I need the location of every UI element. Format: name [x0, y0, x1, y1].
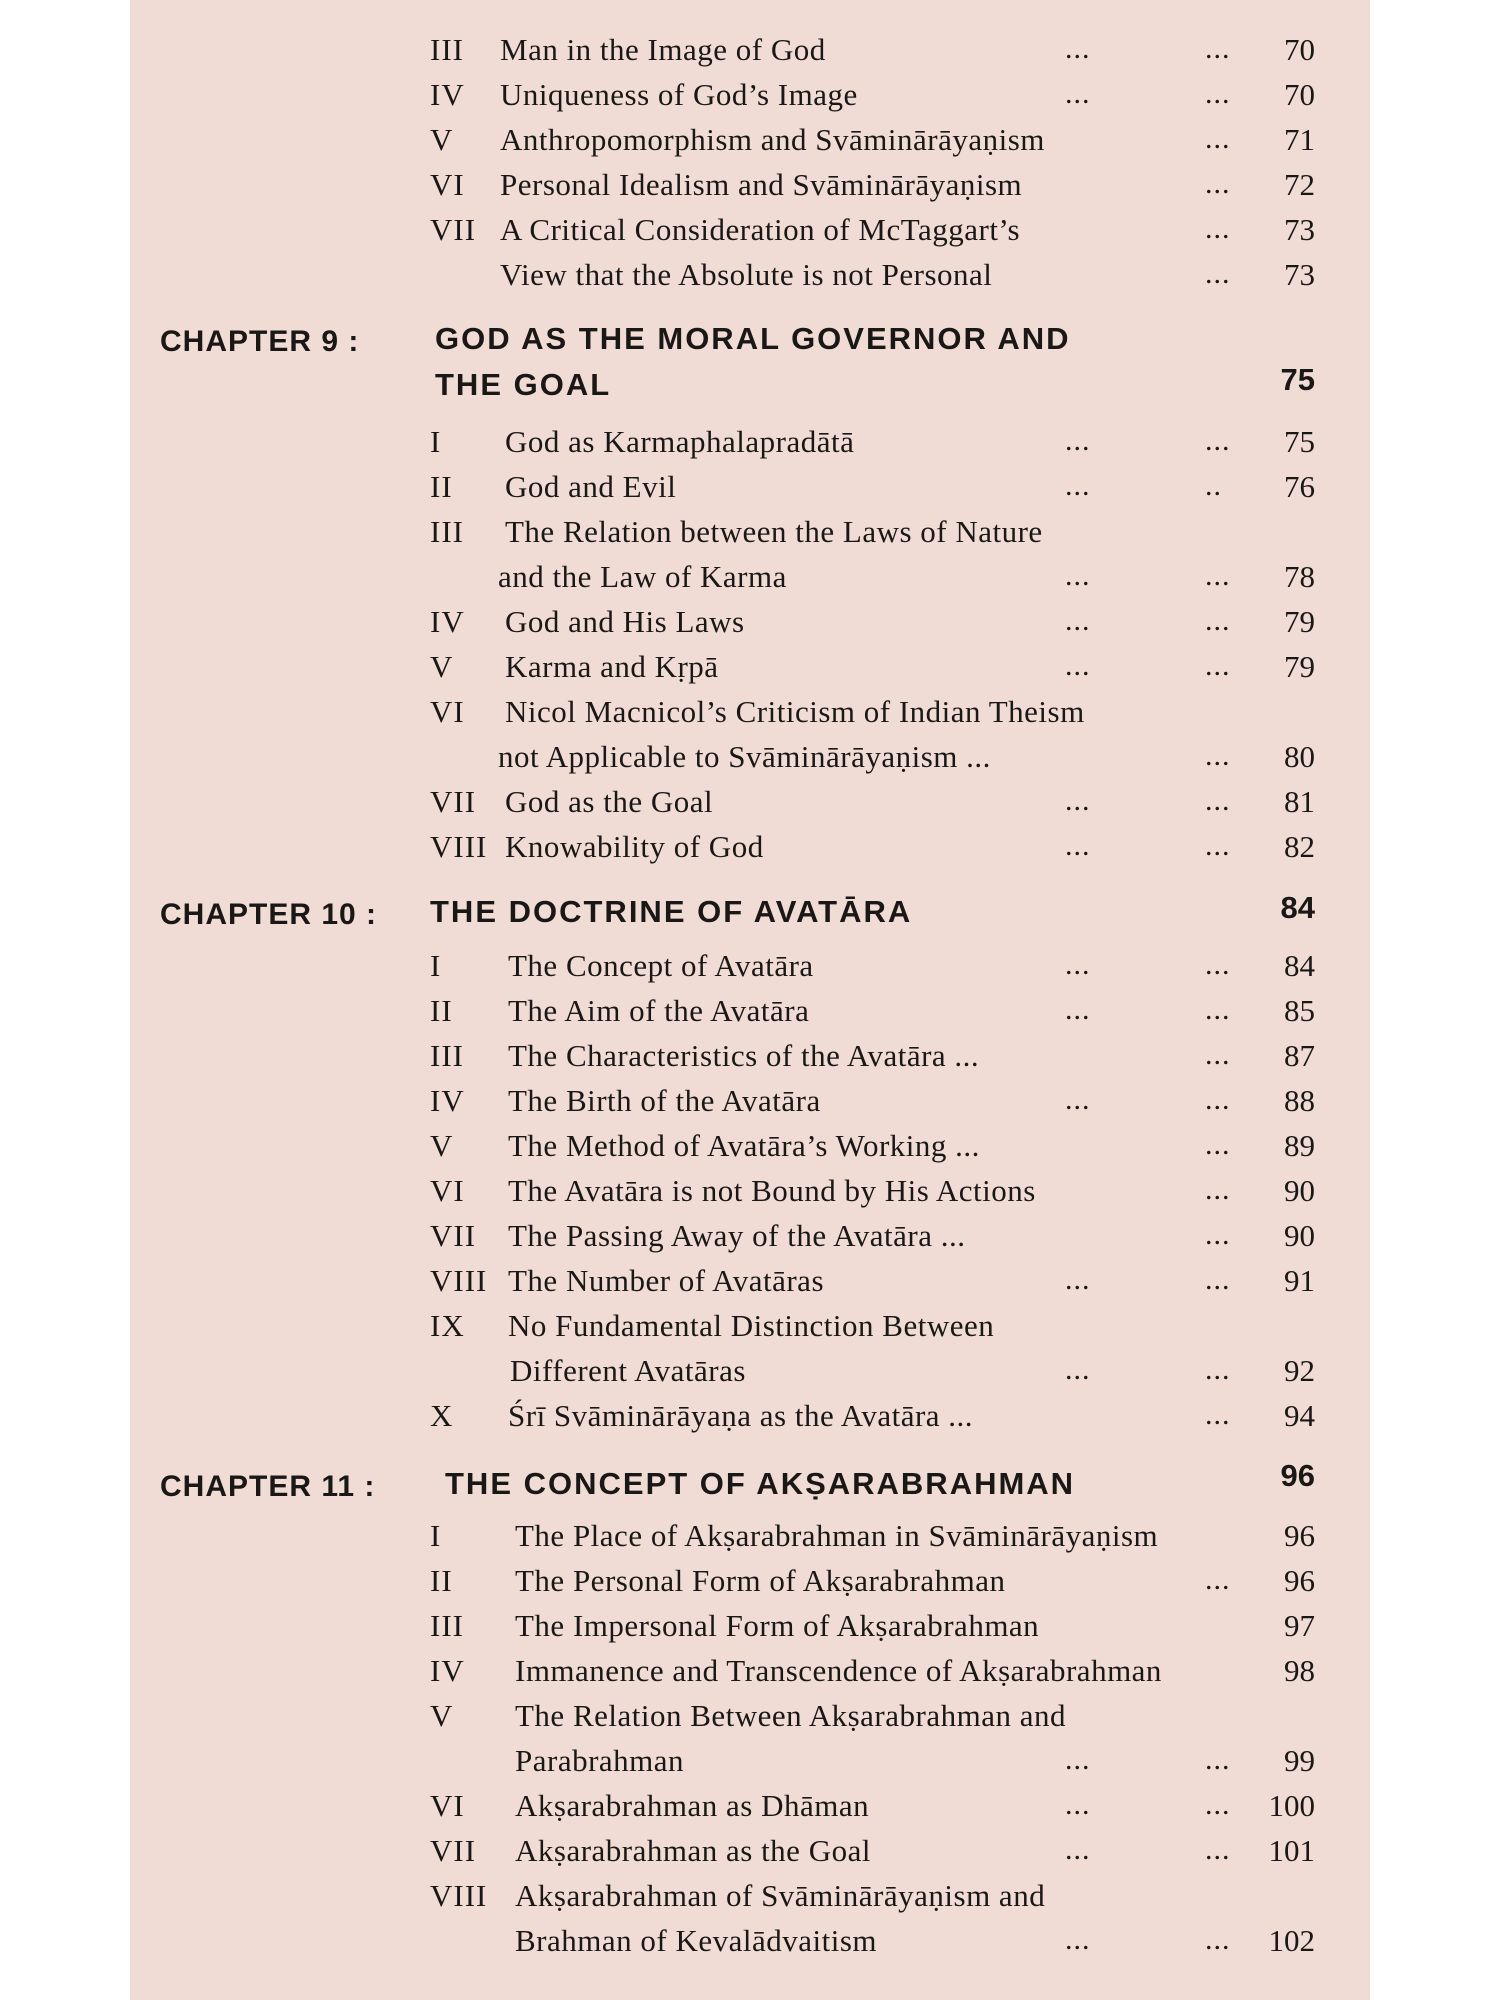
toc-entry: [130, 167, 1370, 211]
section-title: Akṣarabrahman of Svāminārāyaṇism and: [515, 1878, 1046, 1913]
section-number: VI: [430, 694, 465, 729]
toc-entry: [130, 649, 1370, 693]
section-title: Karma and Kṛpā: [505, 649, 719, 684]
page-number: 76: [1284, 469, 1315, 504]
section-title: The Place of Akṣarabrahman in Svāminārāyaṇism: [515, 1518, 1159, 1553]
chapter-title: THE DOCTRINE OF AVATĀRA: [430, 894, 913, 929]
section-number: I: [430, 948, 442, 983]
dot-leader: ...: [1065, 1743, 1091, 1776]
section-number: V: [430, 649, 454, 684]
page-number: 101: [1268, 1833, 1315, 1868]
dot-leader: ...: [1205, 784, 1231, 817]
section-title: God as Karmaphalapradātā: [505, 424, 855, 459]
chapter-title: GOD AS THE MORAL GOVERNOR AND: [435, 321, 1071, 356]
page-number: 99: [1284, 1743, 1315, 1778]
section-number: II: [430, 469, 453, 504]
section-number: II: [430, 993, 453, 1028]
section-number: V: [430, 1698, 454, 1733]
dot-leader: ...: [1065, 784, 1091, 817]
toc-entry: [130, 1833, 1370, 1877]
section-title: Immanence and Transcendence of Akṣarabrahman: [515, 1653, 1162, 1688]
toc-entry: [130, 212, 1370, 256]
dot-leader: ...: [1205, 212, 1231, 245]
chapter-page-number: 75: [1280, 362, 1315, 397]
toc-entry: [130, 514, 1370, 558]
dot-leader: ..: [1205, 469, 1222, 502]
dot-leader: ...: [1205, 1263, 1231, 1296]
page-number: 91: [1284, 1263, 1315, 1298]
toc-entry: [130, 1038, 1370, 1082]
dot-leader: ...: [1205, 1218, 1231, 1251]
dot-leader: ...: [1065, 77, 1091, 110]
chapter-label: CHAPTER 10 :: [160, 898, 378, 931]
section-title: God as the Goal: [505, 784, 714, 819]
page-number: 90: [1284, 1218, 1315, 1253]
dot-leader: ...: [1065, 829, 1091, 862]
toc-entry: [130, 1698, 1370, 1742]
section-title: Knowability of God: [505, 829, 764, 864]
chapter-title-continued: THE GOAL: [435, 367, 612, 402]
toc-entry: [130, 604, 1370, 648]
dot-leader: ...: [1065, 424, 1091, 457]
page-number: 88: [1284, 1083, 1315, 1118]
dot-leader: ...: [1205, 257, 1231, 290]
dot-leader: ...: [1205, 1743, 1231, 1776]
chapter-label: CHAPTER 11 :: [160, 1470, 376, 1503]
section-number: III: [430, 1608, 464, 1643]
section-title: Anthropomorphism and Svāminārāyaṇism: [500, 122, 1045, 157]
toc-entry: [130, 829, 1370, 873]
section-number: III: [430, 514, 464, 549]
section-title: View that the Absolute is not Personal: [500, 257, 993, 292]
dot-leader: ...: [1205, 559, 1231, 592]
section-title: The Impersonal Form of Akṣarabrahman: [515, 1608, 1040, 1643]
dot-leader: ...: [1065, 604, 1091, 637]
section-title: The Personal Form of Akṣarabrahman: [515, 1563, 1006, 1598]
toc-entry: [130, 559, 1370, 603]
section-number: IX: [430, 1308, 465, 1343]
section-number: VIII: [430, 1878, 488, 1913]
chapter-label: CHAPTER 9 :: [160, 325, 360, 358]
page-number: 73: [1284, 212, 1315, 247]
dot-leader: ...: [1205, 1398, 1231, 1431]
toc-entry: [130, 32, 1370, 76]
section-number: I: [430, 424, 442, 459]
section-title: not Applicable to Svāminārāyaṇism ...: [498, 739, 991, 774]
section-title: Nicol Macnicol’s Criticism of Indian Theism: [505, 694, 1085, 729]
toc-entry: [130, 1923, 1370, 1967]
book-page: [130, 0, 1370, 2000]
dot-leader: ...: [1065, 1263, 1091, 1296]
dot-leader: ...: [1065, 1788, 1091, 1821]
section-title: The Characteristics of the Avatāra ...: [508, 1038, 980, 1073]
dot-leader: ...: [1205, 122, 1231, 155]
section-title: The Relation Between Akṣarabrahman and: [515, 1698, 1066, 1733]
section-title: The Birth of the Avatāra: [508, 1083, 821, 1118]
toc-entry: [130, 739, 1370, 783]
page-number: 79: [1284, 604, 1315, 639]
section-title: Akṣarabrahman as Dhāman: [515, 1788, 870, 1823]
section-number: VII: [430, 784, 477, 819]
dot-leader: ...: [1205, 1173, 1231, 1206]
toc-entry: [130, 1353, 1370, 1397]
chapter-page-number: 84: [1280, 890, 1315, 925]
dot-leader: ...: [1205, 1563, 1231, 1596]
dot-leader: ...: [1065, 559, 1091, 592]
toc-entry: [130, 1083, 1370, 1127]
toc-entry: [130, 1218, 1370, 1262]
dot-leader: ...: [1065, 32, 1091, 65]
section-title: Śrī Svāminārāyaṇa as the Avatāra ...: [508, 1398, 974, 1433]
section-number: V: [430, 122, 454, 157]
section-number: V: [430, 1128, 454, 1163]
section-title: Parabrahman: [515, 1743, 685, 1778]
page-number: 75: [1284, 424, 1315, 459]
page-number: 82: [1284, 829, 1315, 864]
dot-leader: ...: [1205, 1833, 1231, 1866]
page-number: 94: [1284, 1398, 1315, 1433]
dot-leader: ...: [1205, 604, 1231, 637]
section-title: God and His Laws: [505, 604, 745, 639]
section-number: X: [430, 1398, 454, 1433]
section-title: The Aim of the Avatāra: [508, 993, 810, 1028]
page-number: 80: [1284, 739, 1315, 774]
section-number: VII: [430, 212, 477, 247]
toc-entry: [130, 1263, 1370, 1307]
section-number: VII: [430, 1833, 477, 1868]
page-number: 79: [1284, 649, 1315, 684]
dot-leader: ...: [1205, 77, 1231, 110]
page-number: 102: [1268, 1923, 1315, 1958]
page-number: 92: [1284, 1353, 1315, 1388]
section-title: The Concept of Avatāra: [508, 948, 814, 983]
section-number: VII: [430, 1218, 477, 1253]
dot-leader: ...: [1205, 32, 1231, 65]
dot-leader: ...: [1205, 993, 1231, 1026]
section-title: The Passing Away of the Avatāra ...: [508, 1218, 966, 1253]
toc-entry: [130, 77, 1370, 121]
page-number: 72: [1284, 167, 1315, 202]
section-number: VI: [430, 1788, 465, 1823]
section-title: The Number of Avatāras: [508, 1263, 825, 1298]
dot-leader: ...: [1205, 424, 1231, 457]
page-number: 90: [1284, 1173, 1315, 1208]
page-number: 70: [1284, 32, 1315, 67]
toc-entry: [130, 1398, 1370, 1442]
page-number: 73: [1284, 257, 1315, 292]
dot-leader: ...: [1065, 993, 1091, 1026]
section-number: IV: [430, 77, 465, 112]
section-title: The Method of Avatāra’s Working ...: [508, 1128, 980, 1163]
dot-leader: ...: [1205, 167, 1231, 200]
toc-entry: [130, 1518, 1370, 1562]
dot-leader: ...: [1205, 1923, 1231, 1956]
dot-leader: ...: [1205, 1788, 1231, 1821]
section-number: I: [430, 1518, 442, 1553]
section-title: Man in the Image of God: [500, 32, 826, 67]
section-number: IV: [430, 1083, 465, 1118]
dot-leader: ...: [1205, 829, 1231, 862]
section-number: VI: [430, 1173, 465, 1208]
dot-leader: ...: [1065, 1833, 1091, 1866]
toc-entry: [130, 1563, 1370, 1607]
section-title: Different Avatāras: [510, 1353, 746, 1388]
toc-entry: [130, 1608, 1370, 1652]
toc-entry: [130, 1128, 1370, 1172]
dot-leader: ...: [1065, 1083, 1091, 1116]
toc-entry: [130, 1788, 1370, 1832]
toc-entry: [130, 1653, 1370, 1697]
toc-entry: [130, 948, 1370, 992]
section-number: VIII: [430, 829, 488, 864]
page-number: 89: [1284, 1128, 1315, 1163]
page-number: 78: [1284, 559, 1315, 594]
toc-entry: [130, 993, 1370, 1037]
section-title: Uniqueness of God’s Image: [500, 77, 858, 112]
dot-leader: ...: [1205, 1038, 1231, 1071]
section-number: VI: [430, 167, 465, 202]
dot-leader: ...: [1065, 948, 1091, 981]
section-number: III: [430, 1038, 464, 1073]
toc-entry: [130, 424, 1370, 468]
toc-entry: [130, 122, 1370, 166]
page-number: 84: [1284, 948, 1315, 983]
dot-leader: ...: [1205, 1353, 1231, 1386]
dot-leader: ...: [1065, 1353, 1091, 1386]
page-number: 70: [1284, 77, 1315, 112]
page-number: 100: [1268, 1788, 1315, 1823]
toc-entry: [130, 694, 1370, 738]
chapter-page-number: 96: [1280, 1458, 1315, 1493]
page-number: 81: [1284, 784, 1315, 819]
section-title: Akṣarabrahman as the Goal: [515, 1833, 871, 1868]
section-title: God and Evil: [505, 469, 677, 504]
chapter-title: THE CONCEPT OF AKṢARABRAHMAN: [445, 1466, 1076, 1501]
section-number: II: [430, 1563, 453, 1598]
section-title: The Relation between the Laws of Nature: [505, 514, 1043, 549]
page-number: 96: [1284, 1563, 1315, 1598]
toc-entry: [130, 1878, 1370, 1922]
section-title: No Fundamental Distinction Between: [508, 1308, 995, 1343]
page-number: 71: [1284, 122, 1315, 157]
dot-leader: ...: [1065, 469, 1091, 502]
page-number: 87: [1284, 1038, 1315, 1073]
toc-entry: [130, 1173, 1370, 1217]
dot-leader: ...: [1205, 948, 1231, 981]
dot-leader: ...: [1065, 1923, 1091, 1956]
section-title: The Avatāra is not Bound by His Actions: [508, 1173, 1036, 1208]
section-title: A Critical Consideration of McTaggart’s: [500, 212, 1021, 247]
toc-entry: [130, 469, 1370, 513]
toc-entry: [130, 257, 1370, 301]
dot-leader: ...: [1205, 649, 1231, 682]
dot-leader: ...: [1205, 1083, 1231, 1116]
page-number: 97: [1284, 1608, 1315, 1643]
page-number: 98: [1284, 1653, 1315, 1688]
toc-entry: [130, 1743, 1370, 1787]
toc-entry: [130, 1308, 1370, 1352]
page-number: 85: [1284, 993, 1315, 1028]
toc-entry: [130, 784, 1370, 828]
page-number: 96: [1284, 1518, 1315, 1553]
section-number: IV: [430, 604, 465, 639]
section-title: and the Law of Karma: [498, 559, 787, 594]
dot-leader: ...: [1065, 649, 1091, 682]
section-number: VIII: [430, 1263, 488, 1298]
section-title: Brahman of Kevalādvaitism: [515, 1923, 878, 1958]
dot-leader: ...: [1205, 1128, 1231, 1161]
section-number: IV: [430, 1653, 465, 1688]
section-number: III: [430, 32, 464, 67]
section-title: Personal Idealism and Svāminārāyaṇism: [500, 167, 1023, 202]
dot-leader: ...: [1205, 739, 1231, 772]
